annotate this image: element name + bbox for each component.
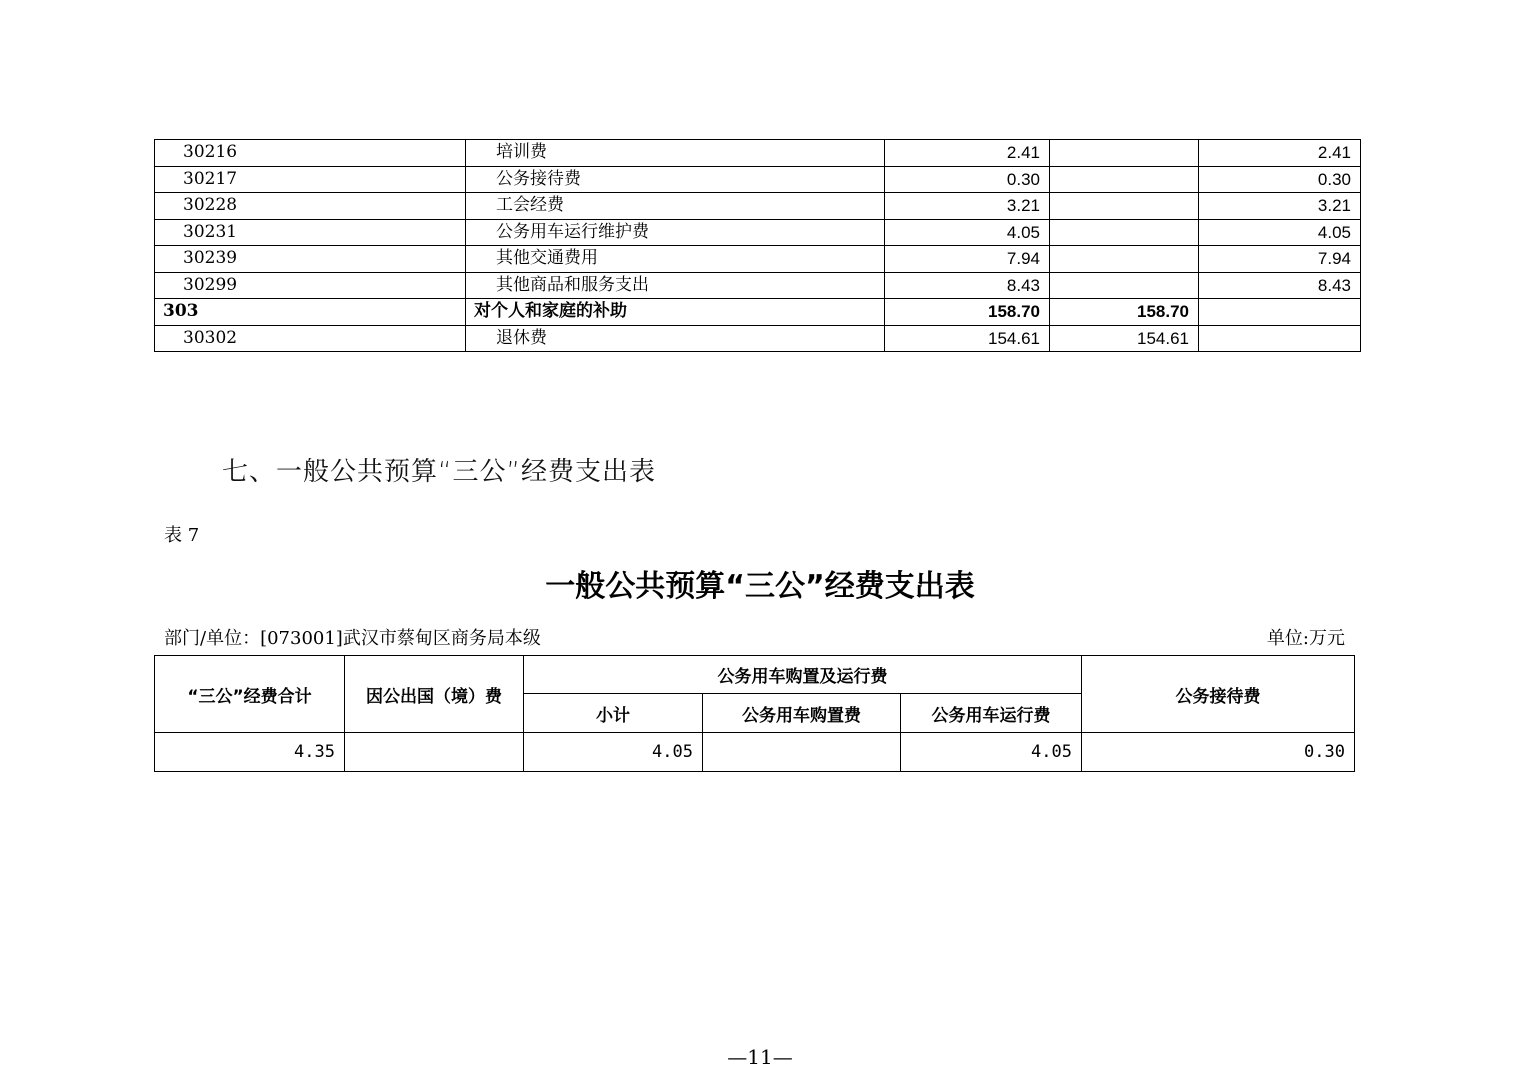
row-total: 8.43 [885,272,1050,299]
row-basic [1050,272,1199,299]
row-basic [1050,166,1199,193]
row-basic [1050,140,1199,167]
row-code: 30302 [155,325,466,352]
row-project: 0.30 [1199,166,1361,193]
row-name: 工会经费 [466,193,885,220]
table-row [155,193,1361,220]
row-basic [1050,219,1199,246]
table-label: 表 7 [164,525,200,546]
row-project: 4.05 [1199,219,1361,246]
header-vehicle-group: 公务用车购置及运行费 [524,656,1082,694]
unit-label: 单位:万元 [1266,628,1345,649]
row-code: 303 [155,299,466,326]
row-total: 154.61 [885,325,1050,352]
table-row [155,299,1361,326]
row-name: 其他交通费用 [466,246,885,273]
row-project: 7.94 [1199,246,1361,273]
row-total: 7.94 [885,246,1050,273]
row-name: 其他商品和服务支出 [466,272,885,299]
row-total: 0.30 [885,166,1050,193]
table-row [155,219,1361,246]
table-row [155,166,1361,193]
row-total: 4.05 [885,219,1050,246]
value-vehicle-purchase [703,733,901,772]
header-reception: 公务接待费 [1082,656,1355,733]
row-basic [1050,193,1199,220]
row-project: 3.21 [1199,193,1361,220]
row-project: 8.43 [1199,272,1361,299]
budget-expenditure-table [154,139,1361,352]
main-title: 一般公共预算“三公”经费支出表 [545,569,975,604]
section-title: 七、一般公共预算“三公”经费支出表 [222,457,656,487]
row-code: 30231 [155,219,466,246]
row-name: 培训费 [466,140,885,167]
header-sangong-total: “三公”经费合计 [155,656,345,733]
row-code: 30239 [155,246,466,273]
budget-table-body [155,140,1361,352]
table-row [155,325,1361,352]
row-project [1199,325,1361,352]
table-row [155,140,1361,167]
row-total: 2.41 [885,140,1050,167]
header-vehicle-purchase: 公务用车购置费 [703,694,901,733]
header-abroad: 因公出国（境）费 [345,656,524,733]
department-label: 部门/单位：[073001]武汉市蔡甸区商务局本级 [164,628,541,649]
header-subtotal: 小计 [524,694,703,733]
row-name: 公务接待费 [466,166,885,193]
row-basic: 158.70 [1050,299,1199,326]
row-name: 对个人和家庭的补助 [466,299,885,326]
row-code: 30216 [155,140,466,167]
value-reception: 0.30 [1082,733,1355,772]
row-code: 30228 [155,193,466,220]
row-code: 30299 [155,272,466,299]
sangong-expense-table [154,655,1355,772]
value-vehicle-operation: 4.05 [901,733,1082,772]
value-subtotal: 4.05 [524,733,703,772]
value-abroad [345,733,524,772]
row-basic: 154.61 [1050,325,1199,352]
table-row [155,272,1361,299]
row-total: 158.70 [885,299,1050,326]
page-number: —11— [727,1045,793,1069]
row-project: 2.41 [1199,140,1361,167]
row-name: 退休费 [466,325,885,352]
row-project [1199,299,1361,326]
row-basic [1050,246,1199,273]
header-vehicle-operation: 公务用车运行费 [901,694,1082,733]
value-sangong-total: 4.35 [155,733,345,772]
row-code: 30217 [155,166,466,193]
row-total: 3.21 [885,193,1050,220]
row-name: 公务用车运行维护费 [466,219,885,246]
table-row [155,246,1361,273]
table-row [155,733,1355,772]
